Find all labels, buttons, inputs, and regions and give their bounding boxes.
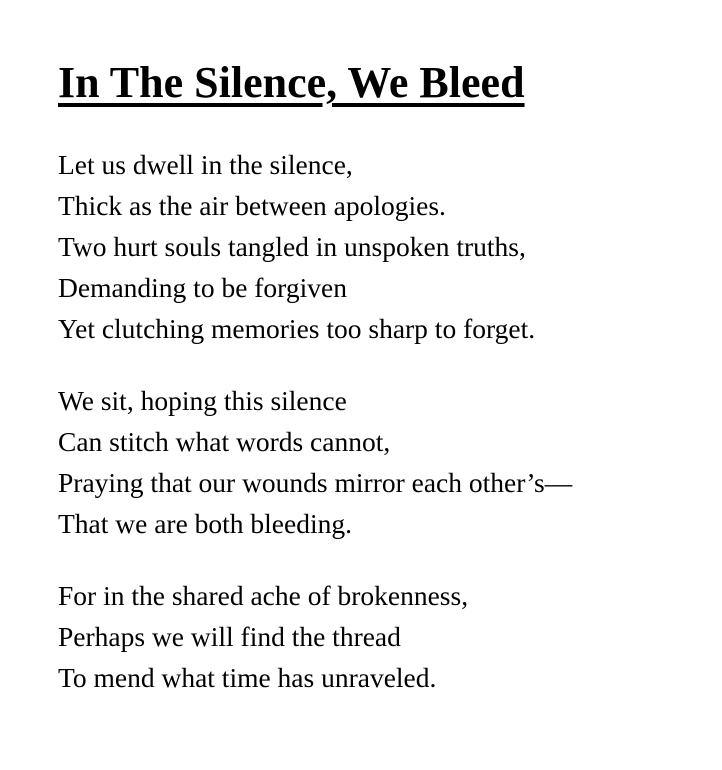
poem-line: Let us dwell in the silence, — [58, 149, 353, 180]
poem-line: For in the shared ache of brokenness, — [58, 580, 469, 611]
stanza-2 — [58, 380, 708, 544]
poem-line: To mend what time has unraveled. — [58, 662, 437, 693]
poem-line: That we are both bleeding. — [58, 508, 352, 539]
poem-line: Perhaps we will find the thread — [58, 621, 401, 652]
poem-line: We sit, hoping this silence — [58, 385, 347, 416]
stanza-3 — [58, 575, 708, 698]
poem-line: Thick as the air between apologies. — [58, 190, 446, 221]
poem-line: Demanding to be forgiven — [58, 272, 347, 303]
poem-title: In The Silence, We Bleed — [58, 58, 525, 107]
poem-line: Yet clutching memories too sharp to forget. — [58, 313, 536, 344]
poem-line: Two hurt souls tangled in unspoken truths, — [58, 231, 526, 262]
poem-body — [58, 144, 708, 698]
poem-document — [58, 52, 708, 698]
stanza-1 — [58, 144, 708, 349]
poem-line: Can stitch what words cannot, — [58, 426, 391, 457]
poem-line: Praying that our wounds mirror each other’s— — [58, 467, 573, 498]
